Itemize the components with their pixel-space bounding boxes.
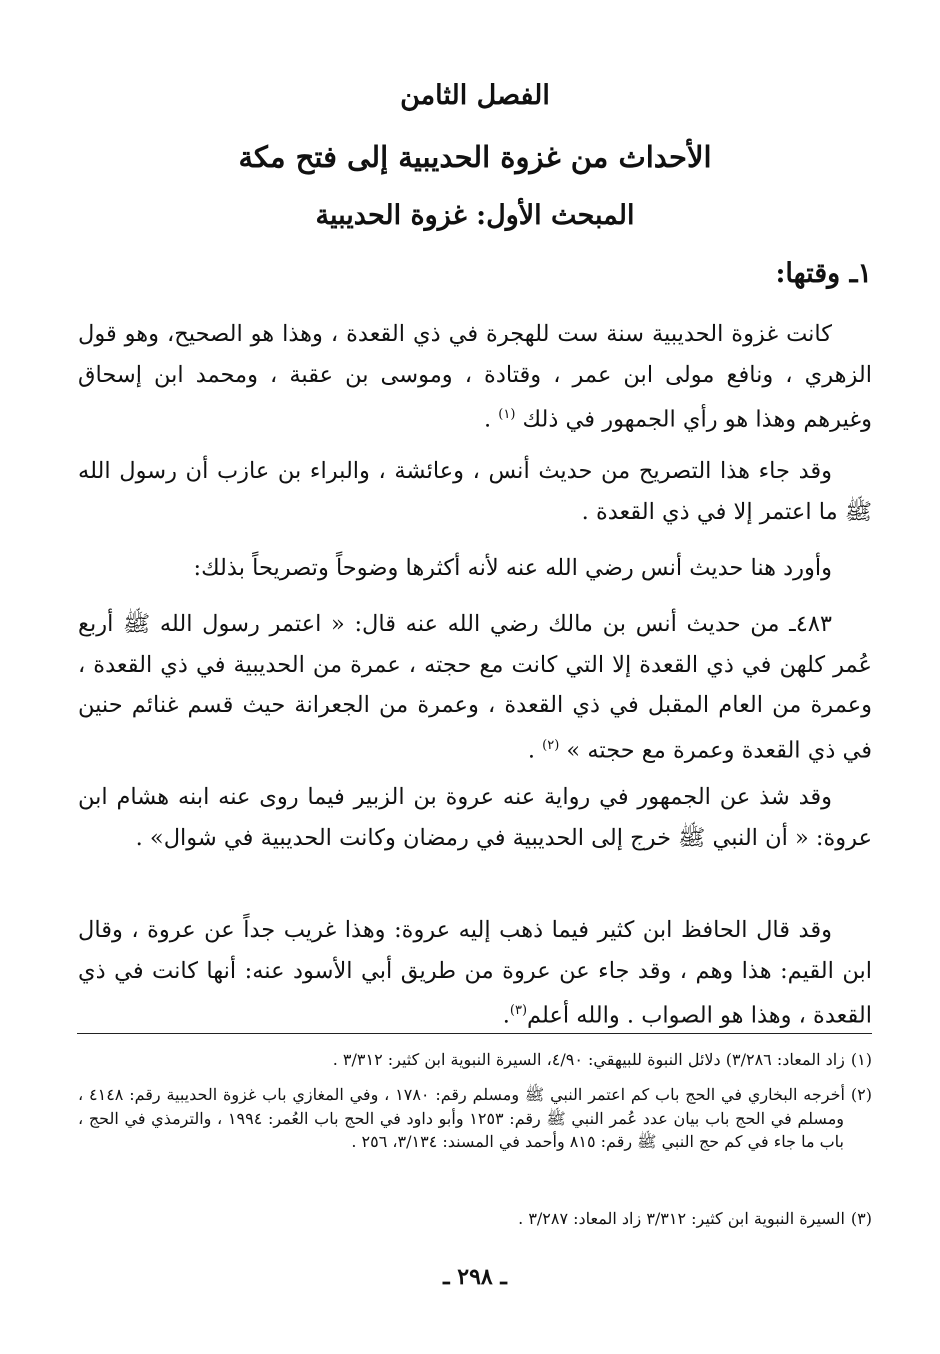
paragraph-text: كانت غزوة الحديبية سنة ست للهجرة في ذي القعدة ، وهذا هو الصحيح، وهو قول الزهري ، ونافع مولى ابن عمر ، وقتادة ، وموسى بن عقبة ، ومحمد ابن إسحاق وغيرهم وهذا هو رأي الجمهور في ذلك — [78, 321, 872, 433]
paragraph-text: وقد شذ عن الجمهور في رواية عنه عروة بن الزبير فيما روى عنه ابنه هشام ابن عروة: « أن النبي ﷺ خرج إلى الحديبية في رمضان وكانت الحديبية في شوال» . — [78, 784, 872, 851]
paragraph — [78, 314, 872, 440]
footnote-ref: (٣) — [509, 1003, 528, 1018]
footnote-text: السيرة النبوية ابن كثير: ٣/٣١٢ زاد المعاد: ٣/٢٨٧ . — [518, 1209, 845, 1228]
paragraph — [78, 777, 872, 858]
page-number: ـ ٢٩٨ ـ — [443, 1264, 507, 1290]
paragraph-tail: . — [527, 737, 543, 763]
footnote-number: (١) — [850, 1050, 872, 1069]
footnote-ref: (١) — [498, 407, 516, 422]
hadith-paragraph — [78, 604, 872, 771]
chapter-title: الأحداث من غزوة الحديبية إلى فتح مكة — [238, 140, 712, 174]
paragraph-tail: . — [502, 1002, 510, 1029]
paragraph — [78, 451, 872, 532]
paragraph-text: وقد قال الحافظ ابن كثير فيما ذهب إليه عروة: وهذا غريب جداً عن عروة ، وقال ابن القيم: هذا وهم ، وقد جاء عن عروة من طريق أبي الأسود عنه: أنها كانت في ذي القعدة ، وهذا هو الصواب . والله أعلم — [78, 917, 872, 1029]
footnote-number: (٣) — [850, 1209, 872, 1228]
paragraph-text: ٤٨٣ـ من حديث أنس بن مالك رضي الله عنه قال: « اعتمر رسول الله ﷺ أربع عُمر كلهن في ذي القعدة إلا التي كانت مع حجته ، عمرة من الحديبية في ذي القعدة ، وعمرة من العام المقبل في ذي القعدة ، وعمرة من الجعرانة حيث قسم غنائم حنين في ذي القعدة وعمرة مع حجته » — [78, 611, 872, 763]
paragraph-text: وقد جاء هذا التصريح من حديث أنس ، وعائشة ، والبراء بن عازب أن رسول الله ﷺ ما اعتمر إلا في ذي القعدة . — [78, 458, 872, 525]
footnote — [78, 1083, 872, 1154]
subsection-heading: ١ـ وقتها: — [775, 258, 872, 289]
book-page — [78, 0, 872, 1354]
paragraph — [78, 910, 872, 1036]
footnote-text: زاد المعاد: ٣/٢٨٦) دلائل النبوة للبيهقي: ٤/٩٠، السيرة النبوية ابن كثير: ٣/٣١٢ . — [332, 1050, 845, 1069]
paragraph — [78, 548, 872, 589]
chapter-heading: الفصل الثامن — [400, 80, 550, 111]
footnote-text: أخرجه البخاري في الحج باب كم اعتمر النبي ﷺ ومسلم رقم: ١٧٨٠ ، وفي المغازي باب غزوة الحديبية رقم: ٤١٤٨ ، ومسلم في الحج باب بيان عدد عُمر النبي ﷺ رقم: ١٢٥٣ وأبو داود في الحج باب العُمر: ١٩٩٤ ، والترمذي في الحج ، باب ما جاء في كم حج النبي ﷺ رقم: ٨١٥ وأحمد في المسند: ٣/١٣٤، ٢٥٦ . — [78, 1085, 845, 1151]
paragraph-tail: . — [483, 406, 499, 433]
footnote — [78, 1207, 872, 1231]
footnote-ref: (٢) — [542, 737, 560, 753]
footnote-number: (٢) — [850, 1085, 873, 1104]
footnote-divider — [77, 1033, 872, 1034]
footnote — [78, 1048, 872, 1072]
paragraph-text: وأورد هنا حديث أنس رضي الله عنه لأنه أكثرها وضوحاً وتصريحاً بذلك: — [193, 555, 832, 581]
section-heading: المبحث الأول: غزوة الحديبية — [315, 200, 635, 231]
